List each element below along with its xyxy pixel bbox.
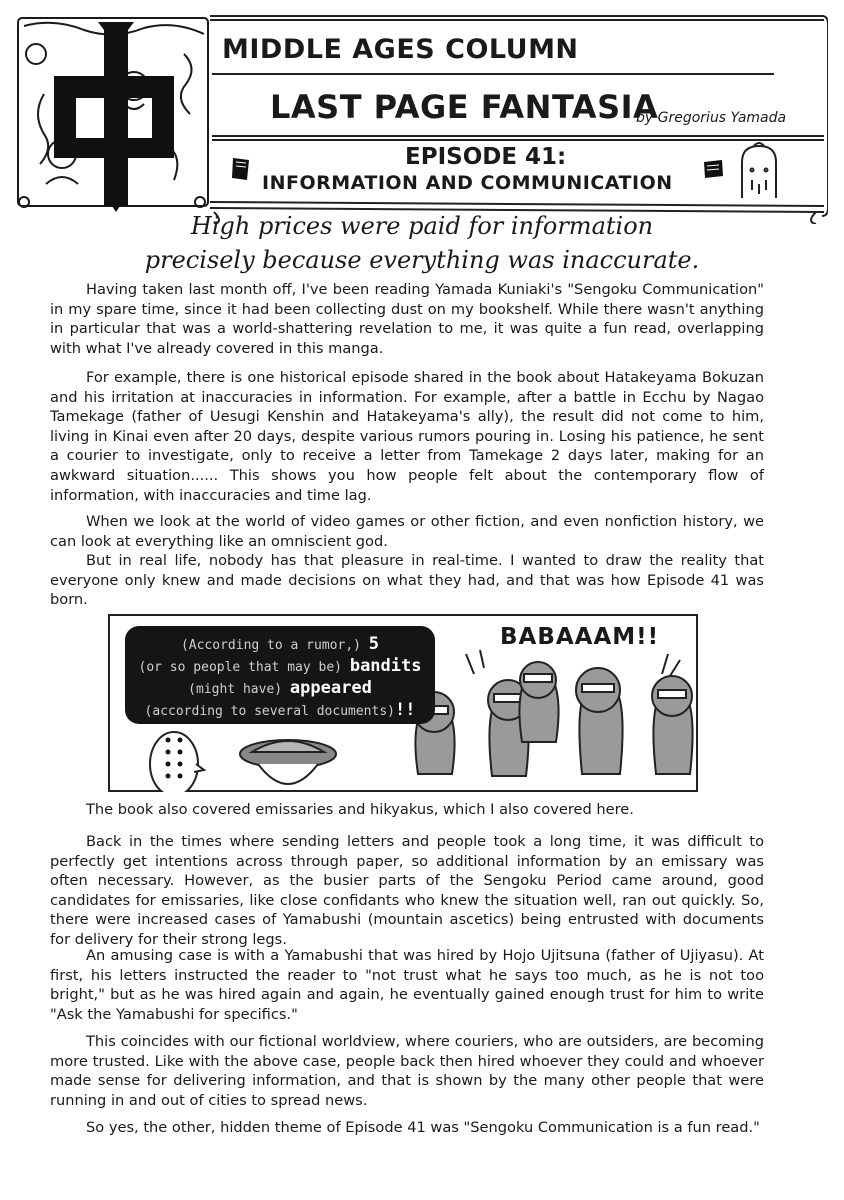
paragraph-reality: But in real life, nobody has that pleasure in real-time. I wanted to draw the reality that everyone only knew and made decisions on what they had, and that was how Episode 41 was born. [50, 552, 764, 609]
column-logo [14, 14, 214, 214]
paragraph-emissaries: The book also covered emissaries and hikyakus, which I also covered here. [86, 801, 634, 818]
byline: by Gregorius Yamada [636, 110, 787, 126]
main-title: LAST PAGE FANTASIA [270, 88, 659, 126]
column-title: MIDDLE AGES COLUMN [222, 34, 579, 65]
narration-line: (according to several documents)!! [144, 700, 416, 720]
episode-number: EPISODE 41: [405, 144, 567, 170]
author-mascot-icon [734, 140, 784, 200]
narration-line: (might have) appeared [188, 678, 372, 698]
paragraph-omniscient: When we look at the world of video games or other fiction, and even nonfiction history, we can look at everything like an omniscient god. [50, 513, 764, 550]
scroll-icon [230, 156, 252, 182]
episode-title: INFORMATION AND COMMUNICATION [262, 172, 673, 194]
sound-effect: BABAAAM!! [500, 624, 660, 650]
paragraph-example: For example, there is one historical episode shared in the book about Hatakeyama Bokuzan and his irritation at inaccuracies in information. For example, after a battle in Ecchu by Nagao Tamekage (father of Uesugi Kenshin and Hatakeyama's ally), the result did not come to him, living in Kinai even after 20 days, despite various rumors pouring in. Losing his patience, he sent a courier to investigate, only to receive a letter from Tamekage 2 days later, making for an awkward situation...... This shows you how people felt about the contemporary flow of information, with inaccuracies and time lag. [50, 369, 764, 504]
paragraph-sending-letters: Back in the times where sending letters and people took a long time, it was difficult to perfectly get intentions across through paper, so additional information by an emissary was often necessary. However, as the busier parts of the Sengoku Period came around, good candidates for emissaries, like close confidants who knew the situation well, ran out quickly. So, there were increased cases of Yamabushi (mountain ascetics) being entrusted with documents for delivery for their strong legs. [50, 833, 764, 948]
scroll-icon [702, 158, 724, 180]
paragraph-conclusion: So yes, the other, hidden theme of Episode 41 was "Sengoku Communication is a fun read." [86, 1119, 760, 1136]
narration-line: (or so people that may be) bandits [138, 656, 422, 676]
narration-line: (According to a rumor,) 5 [180, 634, 380, 654]
tagline-line-2: precisely because everything was inaccurate. [144, 246, 700, 274]
tagline-line-1: High prices were paid for information [190, 212, 654, 240]
paragraph-worldview: This coincides with our fictional worldview, where couriers, who are outsiders, are becoming more trusted. Like with the above case, people back then hired whoever they could and whoever made sense for delivering information, and that is shown by the many other people that were running in and out of cities to spread news. [50, 1033, 764, 1109]
paragraph-yamabushi: An amusing case is with a Yamabushi that was hired by Hojo Ujitsuna (father of Ujiyasu). At first, his letters instructed the reader to "not trust what he says too much, as he is not too bright," but as he was hired again and again, he eventually gained enough trust for him to write "Ask the Yamabushi for specifics." [50, 947, 764, 1023]
paragraph-intro: Having taken last month off, I've been reading Yamada Kuniaki's "Sengoku Communication" in my spare time, since it had been collecting dust on my bookshelf. While there wasn't anything in particular that was a world-shattering revelation to me, it was quite a fun read, overlapping with what I've already covered in this manga. [50, 281, 764, 357]
